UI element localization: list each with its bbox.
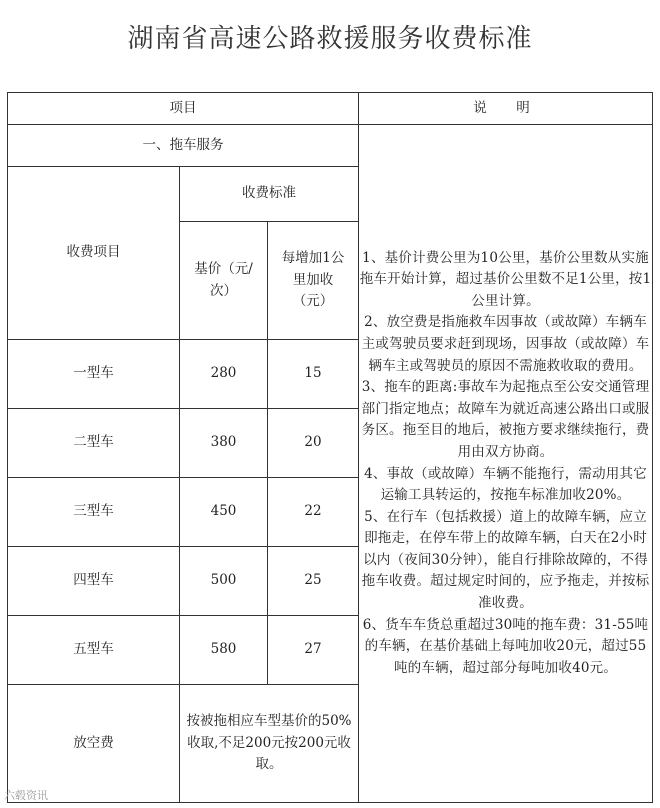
note-5: 5、在行车（包括救援）道上的故障车辆，应立即拖走，在停车带上的故障车辆，白天在2小时以内（夜间30分钟），能自行排除故障的，不得拖车收费。超过规定时间的，应予拖走，并按标准收费。 <box>361 508 650 612</box>
header-item: 项目 <box>8 93 359 125</box>
fee-table <box>7 92 653 803</box>
header-description: 说 明 <box>359 93 653 125</box>
vehicle-type: 五型车 <box>8 616 180 685</box>
vehicle-type: 三型车 <box>8 478 180 547</box>
vehicle-type: 二型车 <box>8 409 180 478</box>
base-price: 450 <box>180 478 268 547</box>
section-row <box>8 125 653 167</box>
base-price: 380 <box>180 409 268 478</box>
note-4: 4、事故（或故障）车辆不能拖行，需动用其它运输工具转运的，按拖车标准加收20%。 <box>364 465 647 504</box>
note-2: 2、放空费是指施救车因事故（或故障）车辆车主或驾驶员要求赶到现场，因事故（或故障）车辆车主或驾驶员的原因不需施救收取的费用。 <box>361 314 650 374</box>
extra-price: 25 <box>268 547 359 616</box>
col-fee-standard: 收费标准 <box>180 167 359 222</box>
col-extra-per-km: 每增加1公里加收（元） <box>268 222 359 340</box>
table-header-row <box>8 93 653 125</box>
note-6: 6、货车车货总重超过30吨的拖车费：31-55吨的车辆，在基价基础上每吨加收20元，超过55吨的车辆，超过部分每吨加收40元。 <box>362 616 649 676</box>
extra-price: 22 <box>268 478 359 547</box>
base-price: 500 <box>180 547 268 616</box>
note-1: 1、基价计费公里为10公里，基价公里数从实施拖车开始计算，超过基价公里数不足1公里，按1公里计算。 <box>359 249 652 309</box>
empty-run-fee-label: 放空费 <box>8 685 180 803</box>
extra-price: 20 <box>268 409 359 478</box>
notes-cell <box>359 125 653 803</box>
extra-price: 15 <box>268 340 359 409</box>
vehicle-type: 四型车 <box>8 547 180 616</box>
col-fee-item: 收费项目 <box>8 167 180 340</box>
note-3: 3、拖车的距离:事故车为起拖点至公安交通管理部门指定地点；故障车为就近高速公路出口或服务区。拖至目的地后，被拖方要求继续拖行，费用由双方协商。 <box>361 379 650 460</box>
col-base-price: 基价（元/次） <box>180 222 268 340</box>
vehicle-type: 一型车 <box>8 340 180 409</box>
empty-run-fee-value: 按被拖相应车型基价的50%收取,不足200元按200元收取。 <box>180 685 359 803</box>
watermark: 六毂资讯 <box>4 789 48 802</box>
page-title: 湖南省高速公路救援服务收费标准 <box>127 24 533 54</box>
base-price: 580 <box>180 616 268 685</box>
extra-price: 27 <box>268 616 359 685</box>
section-title: 一、拖车服务 <box>8 125 359 167</box>
base-price: 280 <box>180 340 268 409</box>
